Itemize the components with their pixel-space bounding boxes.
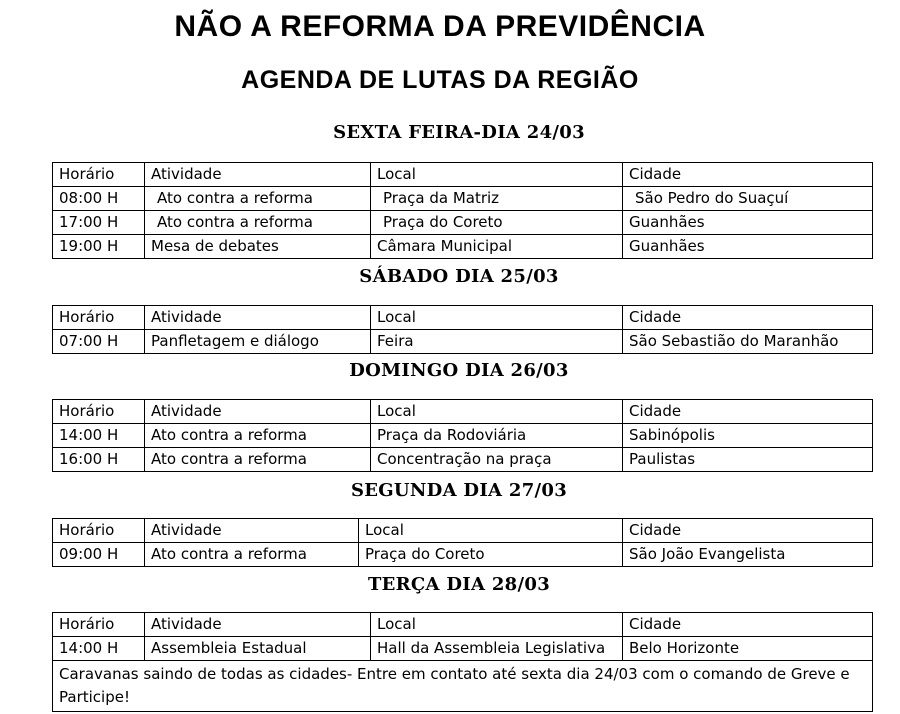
table-header-row [53,306,873,330]
cell-activity: Ato contra a reforma [145,543,359,567]
table-row [53,637,873,661]
header-city: Cidade [623,613,873,637]
cell-place: Praça do Coreto [359,543,623,567]
header-place: Local [371,400,623,424]
header-activity: Atividade [145,400,371,424]
table-row [53,543,873,567]
cell-time: 17:00 H [53,211,145,235]
header-city: Cidade [623,400,873,424]
cell-time: 07:00 H [53,330,145,354]
table-row [53,424,873,448]
header-city: Cidade [623,163,873,187]
cell-city: São Sebastião do Maranhão [623,330,873,354]
cell-place: Feira [371,330,623,354]
header-time: Horário [53,306,145,330]
table-row [53,448,873,472]
table-header-row [53,163,873,187]
cell-activity: Ato contra a reforma [145,424,371,448]
cell-place: Praça da Matriz [371,187,623,211]
header-activity: Atividade [145,519,359,543]
caravan-note: Caravanas saindo de todas as cidades- Entre em contato até sexta dia 24/03 com o comando de Greve e Participe! [53,661,873,712]
cell-city: São João Evangelista [623,543,873,567]
header-time: Horário [53,519,145,543]
day-heading-sexta: SEXTA FEIRA-DIA 24/03 [333,122,585,143]
header-time: Horário [53,163,145,187]
cell-city: Paulistas [623,448,873,472]
table-header-row [53,613,873,637]
cell-activity: Mesa de debates [145,235,371,259]
cell-city: Guanhães [623,235,873,259]
cell-time: 09:00 H [53,543,145,567]
cell-time: 19:00 H [53,235,145,259]
day-heading-segunda: SEGUNDA DIA 27/03 [350,480,568,501]
main-title: NÃO A REFORMA DA PREVIDÊNCIA [174,10,706,43]
schedule-table-terca [52,612,873,712]
cell-time: 16:00 H [53,448,145,472]
header-place: Local [371,613,623,637]
cell-city: Sabinópolis [623,424,873,448]
cell-place: Concentração na praça [371,448,623,472]
header-place: Local [371,306,623,330]
cell-activity: Panfletagem e diálogo [145,330,371,354]
sub-title: AGENDA DE LUTAS DA REGIÃO [241,66,639,94]
header-city: Cidade [623,306,873,330]
header-activity: Atividade [145,306,371,330]
cell-city: Belo Horizonte [623,637,873,661]
cell-city: Guanhães [623,211,873,235]
day-heading-domingo: DOMINGO DIA 26/03 [349,360,569,381]
cell-place: Praça da Rodoviária [371,424,623,448]
schedule-table-segunda [52,518,873,567]
cell-time: 14:00 H [53,637,145,661]
schedule-table-sabado [52,305,873,354]
day-heading-terca: TERÇA DIA 28/03 [367,574,551,595]
table-header-row [53,400,873,424]
cell-time: 08:00 H [53,187,145,211]
cell-place: Câmara Municipal [371,235,623,259]
table-row [53,187,873,211]
table-row [53,211,873,235]
table-header-row [53,519,873,543]
header-place: Local [359,519,623,543]
cell-activity: Ato contra a reforma [145,187,371,211]
schedule-table-domingo [52,399,873,472]
cell-activity: Ato contra a reforma [145,211,371,235]
table-row [53,330,873,354]
header-activity: Atividade [145,613,371,637]
cell-activity: Assembleia Estadual [145,637,371,661]
cell-activity: Ato contra a reforma [145,448,371,472]
header-activity: Atividade [145,163,371,187]
header-time: Horário [53,613,145,637]
cell-time: 14:00 H [53,424,145,448]
table-row [53,235,873,259]
day-heading-sabado: SÁBADO DIA 25/03 [359,266,559,287]
header-place: Local [371,163,623,187]
cell-city: São Pedro do Suaçuí [623,187,873,211]
note-row [53,661,873,712]
cell-place: Praça do Coreto [371,211,623,235]
cell-place: Hall da Assembleia Legislativa [371,637,623,661]
header-city: Cidade [623,519,873,543]
header-time: Horário [53,400,145,424]
schedule-table-sexta [52,162,873,259]
